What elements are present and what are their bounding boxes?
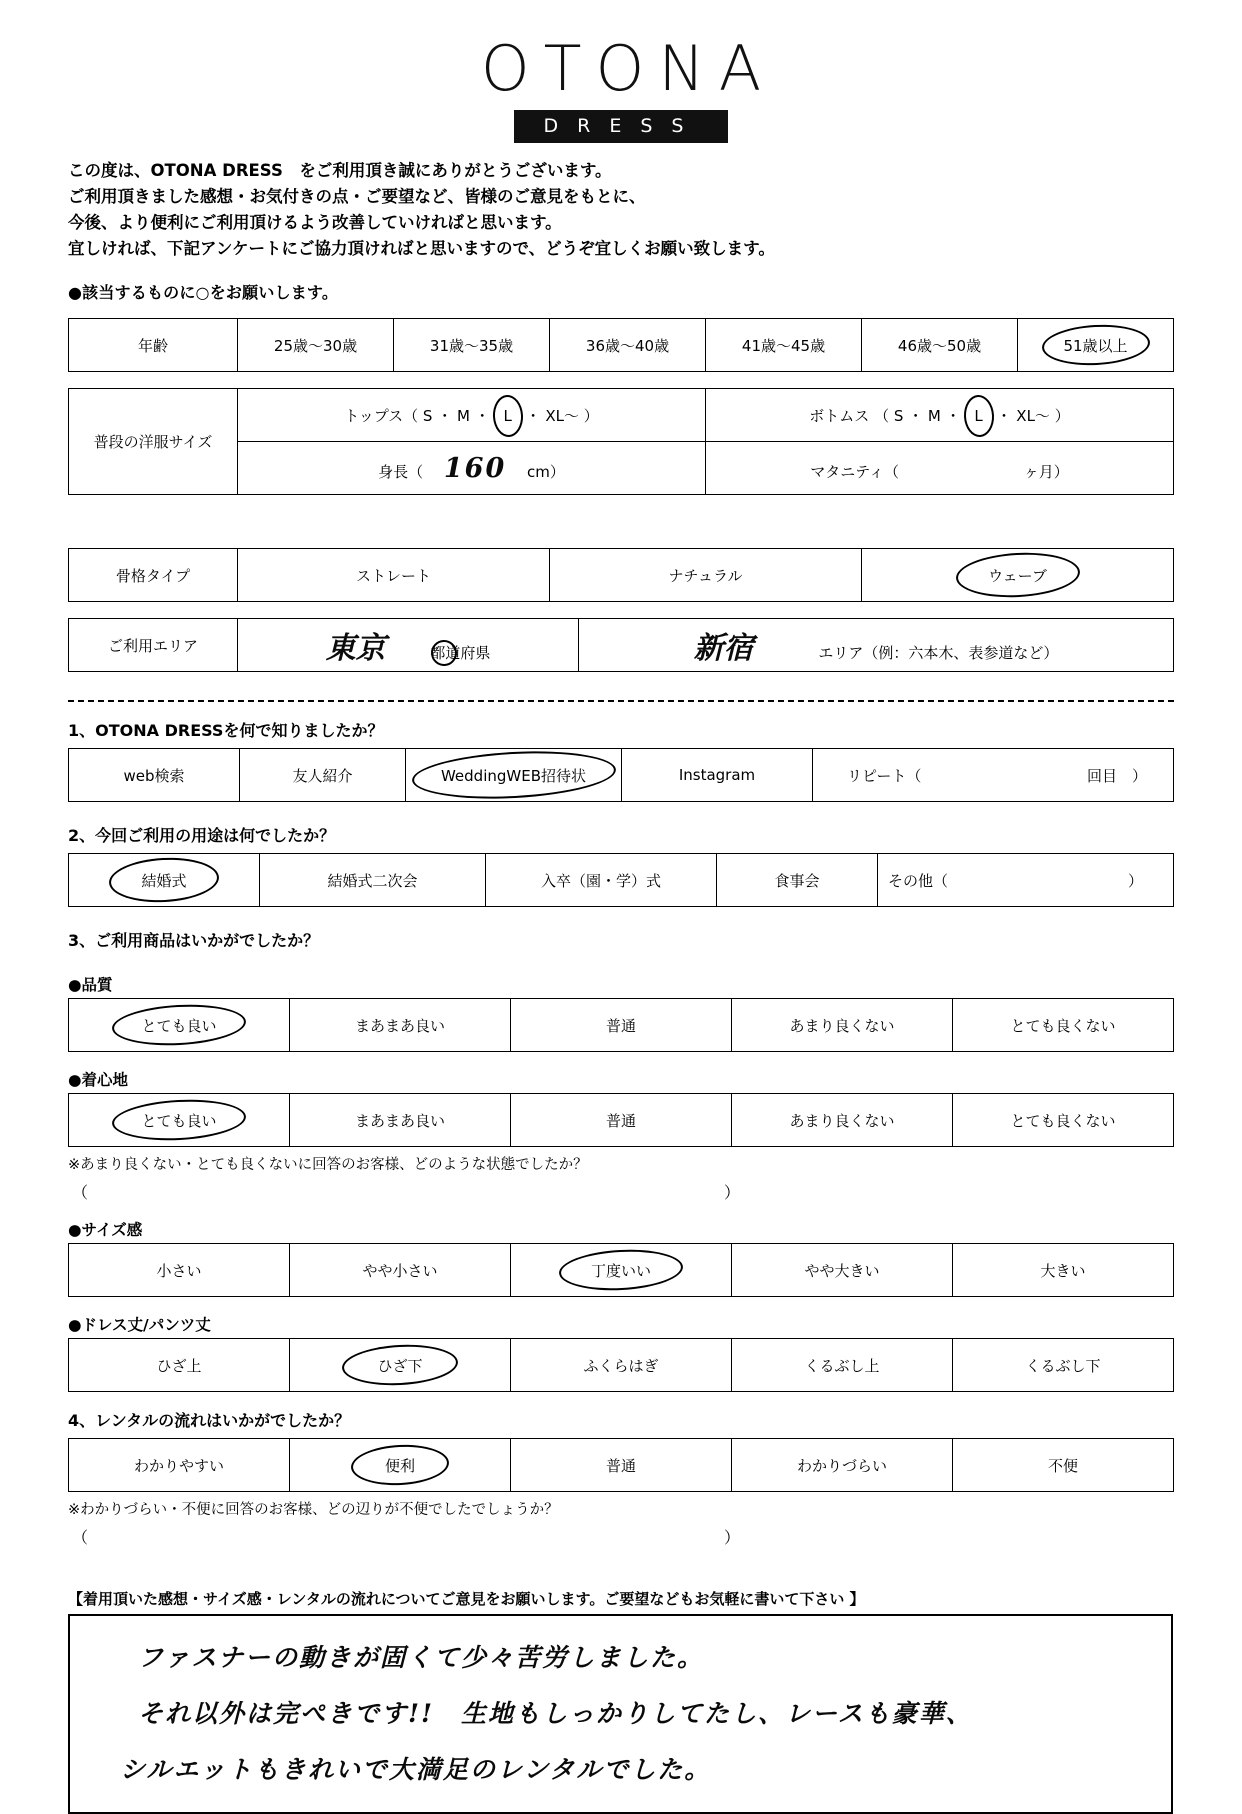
prefecture-hint: 都道府県 <box>430 644 491 662</box>
q3-comfort-option-not-good[interactable]: あまり良くない <box>732 1094 953 1147</box>
q3-quality-table <box>68 998 1174 1052</box>
area-hint: エリア（例：六本木、表参道など） <box>818 644 1059 662</box>
prefecture-value: 東京 <box>325 631 386 666</box>
q3-comfort-note: ※あまり良くない・とても良くないに回答のお客様、どのような状態でしたか？ <box>68 1157 588 1173</box>
q3-length-table <box>68 1338 1174 1392</box>
q3-comfort-option-normal[interactable]: 普通 <box>511 1094 732 1147</box>
age-option-25-30[interactable]: 25歳〜30歳 <box>238 319 394 372</box>
age-option-41-45[interactable]: 41歳〜45歳 <box>706 319 862 372</box>
q3-comfort-option-very-good[interactable]: とても良い <box>69 1094 290 1147</box>
q3-quality-head: ●品質 <box>68 976 113 994</box>
intro-line-4: 宜しければ、下記アンケートにご協力頂ければと思いますので、どうぞ宜しくお願い致します。 <box>68 239 775 258</box>
age-row-label: 年齢 <box>69 319 238 372</box>
q2-title: 2、今回ご利用の用途は何でしたか？ <box>68 826 336 845</box>
q4-option-convenient[interactable]: 便利 <box>290 1439 511 1492</box>
q3-length-option-above-knee[interactable]: ひざ上 <box>69 1339 290 1392</box>
age-option-36-40[interactable]: 36歳〜40歳 <box>550 319 706 372</box>
clothing-size-label: 普段の洋服サイズ <box>69 389 238 495</box>
age-option-31-35[interactable]: 31歳〜35歳 <box>394 319 550 372</box>
area-value: 新宿 <box>693 631 754 666</box>
bottoms-size-circled-value: L <box>974 406 983 425</box>
q1-option-web-search[interactable]: web検索 <box>69 749 240 802</box>
section-divider <box>68 700 1174 702</box>
free-comment-line-2: それ以外は完ぺきです!! 生地もしっかりしてたし、レースも豪華、 <box>138 1699 973 1728</box>
free-comment-line-3: シルエットもきれいで大満足のレンタルでした。 <box>120 1755 712 1784</box>
q4-open-left: （ <box>72 1528 89 1547</box>
q3-comfort-table <box>68 1093 1174 1147</box>
q3-length-head: ●ドレス丈/パンツ丈 <box>68 1316 211 1334</box>
q4-option-hard[interactable]: わかりづらい <box>732 1439 953 1492</box>
q3-size-option-slightly-small[interactable]: やや小さい <box>290 1244 511 1297</box>
q4-open-right: ） <box>724 1528 741 1547</box>
q1-title: 1、OTONA DRESSを何で知りましたか？ <box>68 721 384 740</box>
q3-comfort-option-very-bad[interactable]: とても良くない <box>953 1094 1174 1147</box>
frame-type-option-natural[interactable]: ナチュラル <box>550 549 862 602</box>
q3-comfort-head: ●着心地 <box>68 1071 129 1089</box>
q3-size-option-slightly-large[interactable]: やや大きい <box>732 1244 953 1297</box>
brand-logo <box>0 32 1242 143</box>
area-name-cell[interactable] <box>579 619 1174 672</box>
instruction-text: ●該当するものに○をお願いします。 <box>68 283 339 302</box>
prefecture-cell[interactable] <box>238 619 579 672</box>
q3-comfort-open-right: ） <box>724 1183 741 1202</box>
q3-size-option-small[interactable]: 小さい <box>69 1244 290 1297</box>
q3-title: 3、ご利用商品はいかがでしたか？ <box>68 931 320 950</box>
q3-quality-option-fairly-good[interactable]: まあまあ良い <box>290 999 511 1052</box>
free-comment-line-1: ファスナーの動きが固くて少々苦労しました。 <box>138 1643 705 1672</box>
q3-size-feel-table <box>68 1243 1174 1297</box>
q2-option-other[interactable]: その他（ ） <box>878 854 1174 907</box>
logo-dress-text: DRESS <box>543 115 703 137</box>
q3-quality-option-very-good[interactable]: とても良い <box>69 999 290 1052</box>
logo-otona-text: OTONA <box>480 32 776 105</box>
q3-size-feel-head: ●サイズ感 <box>68 1221 143 1239</box>
q4-table <box>68 1438 1174 1492</box>
q3-length-option-above-ankle[interactable]: くるぶし上 <box>732 1339 953 1392</box>
q3-size-option-large[interactable]: 大きい <box>953 1244 1174 1297</box>
q4-title: 4、レンタルの流れはいかがでしたか？ <box>68 1411 351 1430</box>
q1-option-instagram[interactable]: Instagram <box>622 749 813 802</box>
age-option-46-50[interactable]: 46歳〜50歳 <box>862 319 1018 372</box>
tops-size-circled-value: L <box>503 406 512 425</box>
age-table <box>68 318 1174 372</box>
q3-quality-option-very-bad[interactable]: とても良くない <box>953 999 1174 1052</box>
q4-option-inconvenient[interactable]: 不便 <box>953 1439 1174 1492</box>
q3-comfort-option-fairly-good[interactable]: まあまあ良い <box>290 1094 511 1147</box>
q4-option-normal[interactable]: 普通 <box>511 1439 732 1492</box>
intro-line-1: この度は、OTONA DRESS をご利用頂き誠にありがとうございます。 <box>68 161 612 180</box>
bottoms-size-cell[interactable]: ボトムス （ S ・ M ・ L ・ XL〜 ） <box>706 389 1174 442</box>
tops-size-cell[interactable]: トップス（ S ・ M ・ L ・ XL〜 ） <box>238 389 706 442</box>
q3-length-option-calf[interactable]: ふくらはぎ <box>511 1339 732 1392</box>
logo-dress-bar <box>514 110 729 143</box>
height-cell[interactable]: 身長（ 160 cm） <box>238 442 706 495</box>
q2-option-dinner[interactable]: 食事会 <box>717 854 878 907</box>
q3-quality-option-not-good[interactable]: あまり良くない <box>732 999 953 1052</box>
maternity-value <box>904 453 1024 484</box>
frame-type-option-wave[interactable]: ウェーブ <box>862 549 1174 602</box>
q2-option-after-party[interactable]: 結婚式二次会 <box>260 854 486 907</box>
frame-type-option-straight[interactable]: ストレート <box>238 549 550 602</box>
free-comment-title: 【着用頂いた感想・サイズ感・レンタルの流れについてご意見をお願いします。ご要望などもお気軽に書いて下さい 】 <box>68 1590 865 1608</box>
q3-comfort-open-left: （ <box>72 1183 89 1202</box>
q2-table <box>68 853 1174 907</box>
q1-option-repeat[interactable]: リピート（ 回目 ） <box>813 749 1174 802</box>
frame-type-table <box>68 548 1174 602</box>
q2-option-ceremony[interactable]: 入卒（園・学）式 <box>486 854 717 907</box>
q3-size-option-just-right[interactable]: 丁度いい <box>511 1244 732 1297</box>
q3-length-option-below-ankle[interactable]: くるぶし下 <box>953 1339 1174 1392</box>
q3-length-option-below-knee[interactable]: ひざ下 <box>290 1339 511 1392</box>
area-table <box>68 618 1174 672</box>
q1-option-wedding-web[interactable]: WeddingWEB招待状 <box>406 749 622 802</box>
clothing-size-table <box>68 388 1174 495</box>
q4-note: ※わかりづらい・不便に回答のお客様、どの辺りが不便でしたでしょうか？ <box>68 1502 559 1518</box>
maternity-cell[interactable]: マタニティ（ ヶ月） <box>706 442 1174 495</box>
q1-option-friend[interactable]: 友人紹介 <box>240 749 406 802</box>
height-value: 160 <box>443 452 507 484</box>
intro-paragraph <box>68 158 1068 262</box>
intro-line-2: ご利用頂きました感想・お気付きの点・ご要望など、皆様のご意見をもとに、 <box>68 187 646 206</box>
q1-table <box>68 748 1174 802</box>
intro-line-3: 今後、より便利にご利用頂けるよう改善していければと思います。 <box>68 213 562 232</box>
frame-type-label: 骨格タイプ <box>69 549 238 602</box>
age-option-51-plus[interactable]: 51歳以上 <box>1018 319 1174 372</box>
q4-option-easy[interactable]: わかりやすい <box>69 1439 290 1492</box>
q2-option-wedding[interactable]: 結婚式 <box>69 854 260 907</box>
free-comment-box[interactable] <box>68 1614 1173 1814</box>
area-label: ご利用エリア <box>69 619 238 672</box>
q3-quality-option-normal[interactable]: 普通 <box>511 999 732 1052</box>
